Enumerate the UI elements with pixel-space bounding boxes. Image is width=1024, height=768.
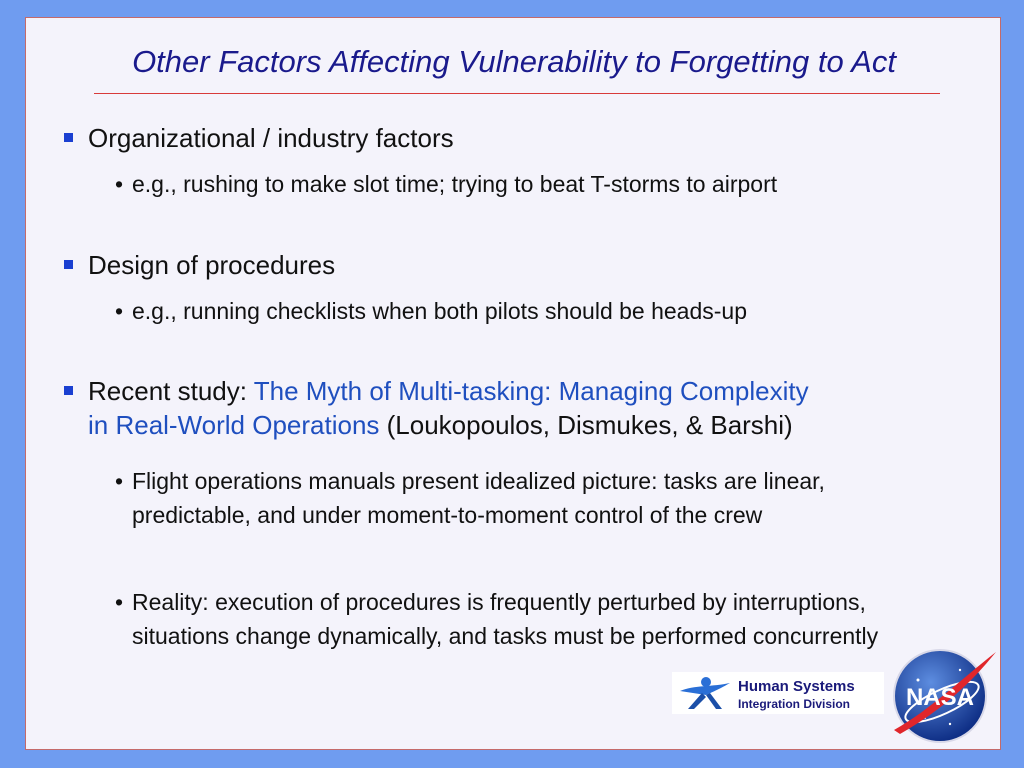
- sub-bullet-flight-manuals: [115, 464, 945, 532]
- study-title-link-cont[interactable]: in Real-World Operations: [88, 410, 380, 440]
- square-bullet-icon: [64, 260, 73, 269]
- bullet-recent-study: [88, 374, 968, 442]
- dot-bullet-icon: •: [115, 589, 124, 615]
- sub-bullet-text: e.g., rushing to make slot time; trying to beat T-storms to airport: [132, 171, 778, 197]
- division-name-line1: Human Systems: [738, 678, 855, 695]
- slide-title: Other Factors Affecting Vulnerability to Forgetting to Act: [132, 44, 896, 79]
- square-bullet-icon: [64, 386, 73, 395]
- sub-bullet-reality: [115, 585, 945, 653]
- dot-bullet-icon: •: [115, 171, 124, 197]
- bullet-prefix: Recent study:: [88, 376, 254, 406]
- dot-bullet-icon: •: [115, 468, 124, 494]
- nasa-logo-icon: [880, 640, 1000, 750]
- nasa-logo-text: NASA: [905, 684, 975, 711]
- study-authors: (Loukopoulos, Dismukes, & Barshi): [379, 410, 793, 440]
- sub-bullet-text: Flight operations manuals present idealized picture: tasks are linear, predictable, and under moment-to-moment control of the crew: [132, 468, 825, 528]
- study-title-link[interactable]: The Myth of Multi-tasking: Managing Complexity: [253, 376, 809, 406]
- bullet-design-procedures: [88, 248, 968, 282]
- hsid-logo: [672, 672, 884, 714]
- title-divider: [94, 93, 940, 94]
- bullet-organizational: [88, 121, 968, 155]
- bullet-text: Design of procedures: [88, 250, 336, 280]
- dot-bullet-icon: •: [115, 298, 124, 324]
- human-figure-icon: [676, 675, 734, 711]
- square-bullet-icon: [64, 133, 73, 142]
- sub-bullet-checklists: [115, 294, 945, 328]
- sub-bullet-text: e.g., running checklists when both pilots should be heads-up: [132, 298, 748, 324]
- sub-bullet-slot-time: [115, 167, 945, 201]
- division-name-line2: Integration Division: [738, 697, 851, 711]
- bullet-text: Organizational / industry factors: [88, 123, 454, 153]
- slide-panel: [25, 17, 1001, 750]
- sub-bullet-text: Reality: execution of procedures is frequently perturbed by interruptions, situations change dynamically, and tasks must be performed concurrently: [132, 589, 879, 649]
